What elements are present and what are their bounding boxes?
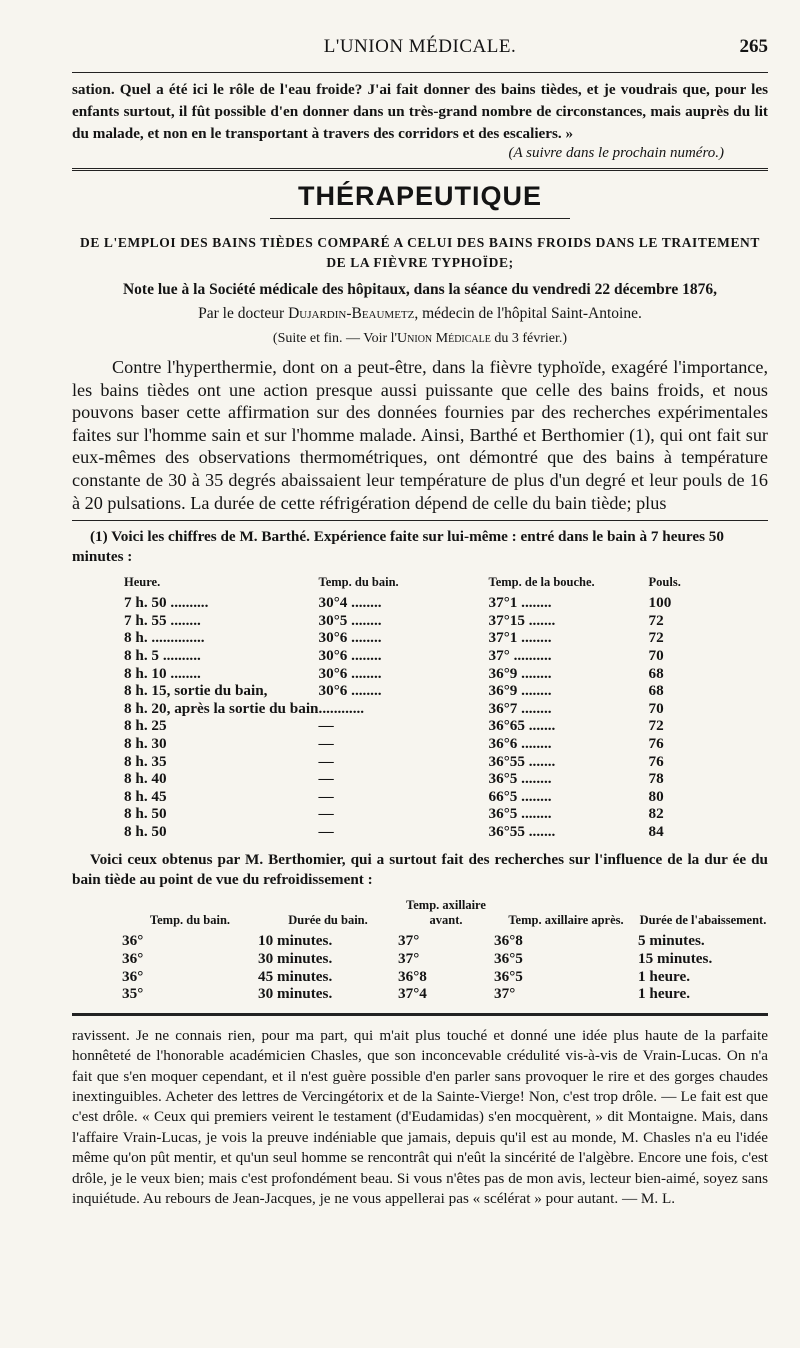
table-cell: 72 xyxy=(648,717,664,735)
table-cell: 82 xyxy=(648,805,664,823)
table-cell: 8 h. 50 xyxy=(124,805,167,823)
barthe-table xyxy=(124,575,709,840)
table-cell: — xyxy=(318,752,334,770)
table-cell: 36°6 ........ xyxy=(488,734,552,752)
table-cell: 37° xyxy=(494,985,516,1003)
table-cell: ............ xyxy=(318,699,365,717)
table-cell: 36°55 ....... xyxy=(488,752,556,770)
col-header-pouls: Pouls. xyxy=(648,575,681,590)
table-cell: 1 heure. xyxy=(638,985,691,1003)
table-cell: 37° xyxy=(398,932,420,950)
table-cell: 5 minutes. xyxy=(638,932,705,950)
col-header-heure: Heure. xyxy=(124,575,161,590)
byline-prefix: Par le docteur xyxy=(198,305,289,322)
table-cell: 8 h. 5 .......... xyxy=(124,646,201,664)
feuilleton-paragraph: ravissent. Je ne connais rien, pour ma part, qui m'ait plus touché et donné une idée plus haute de la parfaite honnêteté de l'honorable académicien Chasles, que son inconcevable crédulité vis-à-vis de Vrain-Lucas. On n'a fait que s'en moquer cependant, et il n'est guère possible d'en parler sans provoquer le rire et des gorges chaudes inextinguibles. Acheter des lettres de Vercingétorix et de la Sainte-Vierge! Non, c'est trop drôle. — Le fait est que c'est drôle. « Ceux qui premiers veirent le testament (d'Eudamidas) s'en mocquèrent, » dit Montaigne. Mais, dans l'affaire Vrain-Lucas, je vois la preuve indéniable que jamais, depuis qu'il est au monde, M. Chasles n'a eu l'idée même qu'on pût mentir, et qu'un seul homme se rencontrât qui n'eût la sincérité de l'algèbre. Encore une fois, c'est drôle, je le veux bien; mais c'est profondément beau. Si vous n'êtes pas de mon avis, lecteur bien-aimé, soyez sans inquiétude. Au rebours de Jean-Jacques, je ne vous appellerai pas « scélérat » pour autant. — M. L. xyxy=(72,1026,768,1208)
table-row xyxy=(124,612,709,630)
presentation-note: Note lue à la Société médicale des hôpitaux, dans la séance du vendredi 22 décembre 1876, xyxy=(122,281,717,298)
table-cell: 8 h. .............. xyxy=(124,629,205,647)
table-cell: 72 xyxy=(648,629,664,647)
table-cell: 30°5 ........ xyxy=(318,611,382,629)
table-cell: — xyxy=(318,805,334,823)
table-cell: 30 minutes. xyxy=(258,985,333,1003)
col-header-duree-abaissement: Durée de l'abaissement. xyxy=(639,913,767,928)
table-row xyxy=(124,753,709,771)
table-cell: 76 xyxy=(648,752,664,770)
table-row xyxy=(124,805,709,823)
table-cell: 10 minutes. xyxy=(258,932,333,950)
table-cell: 100 xyxy=(648,594,672,612)
table-cell: — xyxy=(318,717,334,735)
section-divider xyxy=(72,168,768,171)
barthe-table-body xyxy=(124,594,709,840)
table-cell: 36° xyxy=(122,932,144,950)
table-cell: — xyxy=(318,787,334,805)
table-cell: 30°6 ........ xyxy=(318,646,382,664)
table-row xyxy=(124,647,709,665)
journal-title: L'UNION MÉDICALE. xyxy=(323,36,517,57)
table-cell: 36°5 ........ xyxy=(488,805,552,823)
article-subheading: DE L'EMPLOI DES BAINS TIÈDES COMPARÉ A CELUI DES BAINS FROIDS DANS LE TRAITEMENT DE LA FIÈVRE TYPHOÏDE; xyxy=(79,235,761,270)
table-cell: 36°55 ....... xyxy=(488,822,556,840)
running-header xyxy=(72,30,768,72)
table-cell: 36° xyxy=(122,950,144,968)
table-cell: 78 xyxy=(648,770,664,788)
table-cell: 36°7 ........ xyxy=(488,699,552,717)
table-row xyxy=(124,665,709,683)
table-cell: 36°5 xyxy=(494,967,523,985)
intro-paragraph: sation. Quel a été ici le rôle de l'eau froide? J'ai fait donner des bains tièdes, et je voudrais que, pour les enfants surtout, il fût possible d'en donner dans un très-grand nombre de circonstances, mais auprès du lit du malade, et non en le transportant à travers des corridors et des escaliers. » xyxy=(72,81,768,142)
table-cell: 7 h. 50 .......... xyxy=(124,594,209,612)
author-byline xyxy=(72,302,768,326)
journal-page xyxy=(72,30,768,1210)
table-cell: 70 xyxy=(648,646,664,664)
table-cell: 37° .......... xyxy=(488,646,552,664)
table-cell: 8 h. 30 xyxy=(124,734,167,752)
table-cell: 30°6 ........ xyxy=(318,629,382,647)
header-rule xyxy=(72,72,768,73)
table-cell: 36°8 xyxy=(398,967,427,985)
table-row xyxy=(124,770,709,788)
table-cell: 66°5 ........ xyxy=(488,787,552,805)
table-cell: 8 h. 20, après la sortie du bain xyxy=(124,699,319,717)
table-row xyxy=(124,788,709,806)
table-cell: 1 heure. xyxy=(638,967,691,985)
table-row xyxy=(124,823,709,841)
table-cell: 36° xyxy=(122,967,144,985)
main-paragraph: Contre l'hyperthermie, dont on a peut-être, dans la fièvre typhoïde, exagéré l'importance, les bains tièdes ont une action presque aussi puissante que celle des bains froids, et nous pouvons baser cette affirmation sur des données fournies par des recherches expérimentales faites sur l'homme sain et sur l'homme malade. Ainsi, Barthé et Berthomier (1), qui ont fait sur eux-mêmes des observations thermométriques, ont démontré que des bains à température constante de 30 à 35 degrés abaissaient leur température de plus d'un degré et leur pouls de 16 à 20 pulsations. La durée de cette réfrigération dépend de celle du bain tiède; plus xyxy=(72,357,768,513)
table-cell: — xyxy=(318,822,334,840)
table-row xyxy=(124,735,709,753)
table-cell: 8 h. 35 xyxy=(124,752,167,770)
table-cell: 30°6 ........ xyxy=(318,664,382,682)
table-cell: 70 xyxy=(648,699,664,717)
suite-prefix: (Suite et fin. — Voir l' xyxy=(272,331,398,346)
table-header-row xyxy=(124,575,709,594)
table-cell: 36°5 xyxy=(494,950,523,968)
table-cell: 35° xyxy=(122,985,144,1003)
table-cell: 36°9 ........ xyxy=(488,664,552,682)
table-cell: 68 xyxy=(648,664,664,682)
feuilleton-divider xyxy=(72,1013,768,1016)
page-number: 265 xyxy=(739,36,768,57)
table-cell: 37°1 ........ xyxy=(488,629,552,647)
table-row xyxy=(124,717,709,735)
table-cell: 36°9 ........ xyxy=(488,682,552,700)
table-cell: 8 h. 45 xyxy=(124,787,167,805)
footnote-intro: (1) Voici les chiffres de M. Barthé. Expérience faite sur lui-même : entré dans le bain à 7 heures 50 minutes : xyxy=(72,528,724,566)
suite-reference xyxy=(72,328,768,350)
table-cell: 36°8 xyxy=(494,932,523,950)
footnote-berthomier: Voici ceux obtenus par M. Berthomier, qui a surtout fait des recherches sur l'influence de la dur ée du bain tiède au point de vue du refroidissement : xyxy=(72,851,768,889)
col-header-temp-apres: Temp. axillaire après. xyxy=(508,913,624,928)
table-cell: 7 h. 55 ........ xyxy=(124,611,201,629)
table-cell: 80 xyxy=(648,787,664,805)
table-cell: — xyxy=(318,770,334,788)
col-header-temp-avant: Temp. axillaire avant. xyxy=(406,898,486,928)
table-cell: 30°6 ........ xyxy=(318,682,382,700)
footnote-rule xyxy=(72,520,768,521)
col-header-temp-bain: Temp. du bain. xyxy=(149,913,231,928)
table-cell: 37°4 xyxy=(398,985,427,1003)
table-cell: 37°1 ........ xyxy=(488,594,552,612)
table-cell: — xyxy=(318,734,334,752)
col-header-temp-bain: Temp. du bain. xyxy=(318,575,399,590)
table-cell: 8 h. 15, sortie du bain, xyxy=(124,682,268,700)
table-cell: 8 h. 40 xyxy=(124,770,167,788)
table-cell: 72 xyxy=(648,611,664,629)
table-cell: 8 h. 50 xyxy=(124,822,167,840)
table-cell: 76 xyxy=(648,734,664,752)
section-title: THÉRAPEUTIQUE xyxy=(297,181,543,211)
berthomier-table xyxy=(72,898,768,1002)
byline-suffix: , médecin de l'hôpital Saint-Antoine. xyxy=(414,305,642,322)
table-cell: 37°15 ....... xyxy=(488,611,556,629)
table-row xyxy=(124,629,709,647)
berthomier-table-body xyxy=(72,932,768,1002)
table-cell: 37° xyxy=(398,950,420,968)
table-header-row xyxy=(72,898,768,932)
table-row xyxy=(72,985,768,1003)
col-header-duree-bain: Durée du bain. xyxy=(288,913,368,928)
continuation-note: (A suivre dans le prochain numéro.) xyxy=(508,145,724,161)
suite-suffix: du 3 février.) xyxy=(490,331,568,346)
table-cell: 30 minutes. xyxy=(258,950,333,968)
journal-reference: Union Médicale xyxy=(397,331,491,346)
author-name: Dujardin-Beaumetz xyxy=(288,305,415,322)
table-row xyxy=(72,932,768,950)
table-cell: 68 xyxy=(648,682,664,700)
table-cell: 8 h. 10 ........ xyxy=(124,664,201,682)
col-header-temp-bouche: Temp. de la bouche. xyxy=(488,575,595,590)
table-row xyxy=(72,950,768,968)
table-cell: 15 minutes. xyxy=(638,950,713,968)
table-cell: 30°4 ........ xyxy=(318,594,382,612)
table-cell: 36°5 ........ xyxy=(488,770,552,788)
table-row xyxy=(124,700,709,718)
table-row xyxy=(124,594,709,612)
table-cell: 45 minutes. xyxy=(258,967,333,985)
title-underline xyxy=(270,218,570,219)
table-row xyxy=(72,968,768,986)
table-cell: 36°65 ....... xyxy=(488,717,556,735)
table-cell: 8 h. 25 xyxy=(124,717,167,735)
table-cell: 84 xyxy=(648,822,664,840)
table-row xyxy=(124,682,709,700)
